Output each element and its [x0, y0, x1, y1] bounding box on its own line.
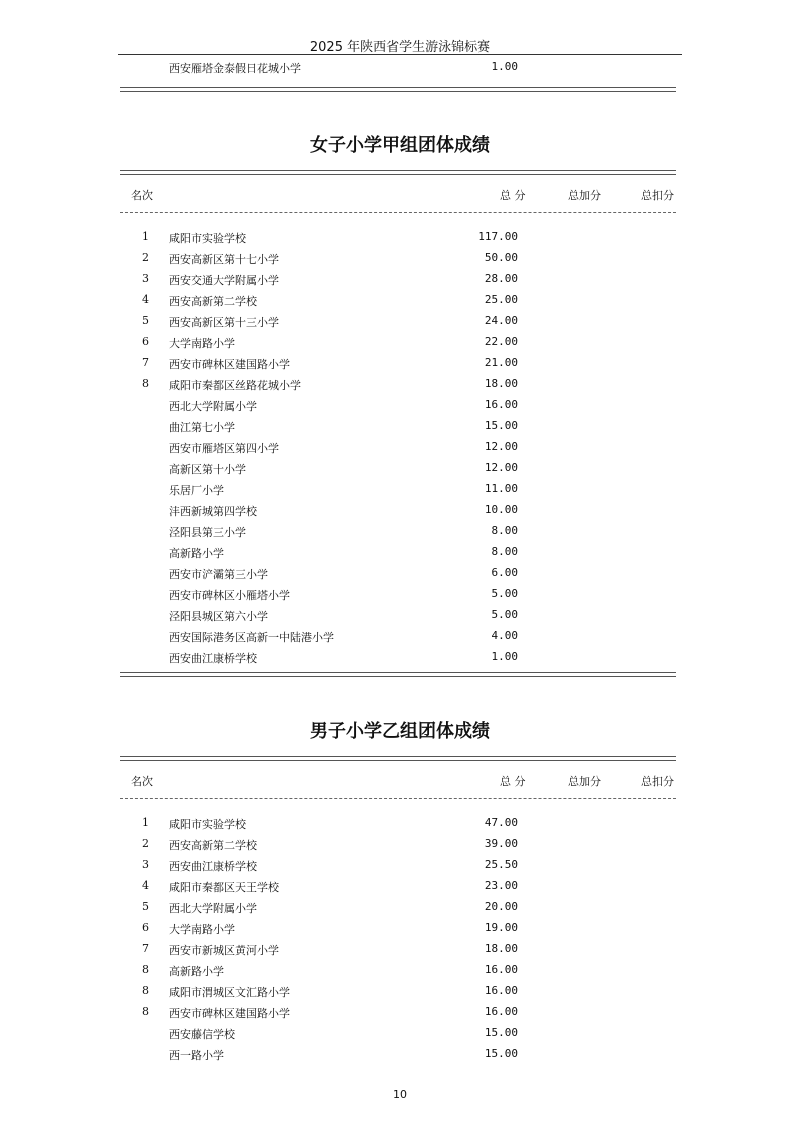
section-title: 女子小学甲组团体成绩	[310, 135, 490, 156]
table-row	[0, 524, 800, 545]
total-score: 39.00	[484, 837, 518, 850]
school-name: 高新路小学	[169, 547, 224, 560]
column-header-deduct: 总扣分	[641, 189, 674, 202]
total-score: 21.00	[484, 356, 518, 369]
total-score: 20.00	[484, 900, 518, 913]
total-score: 8.00	[491, 524, 518, 537]
school-name: 西安交通大学附属小学	[169, 274, 279, 287]
total-score: 1.00	[491, 650, 518, 663]
school-name: 咸阳市秦都区天王学校	[169, 881, 279, 894]
rank-cell: 8	[142, 963, 149, 976]
rank-cell: 5	[142, 900, 149, 913]
school-name: 西安市碑林区小雁塔小学	[169, 589, 290, 602]
table-row	[0, 566, 800, 587]
page-header-title: 2025 年陕西省学生游泳锦标赛	[309, 40, 491, 55]
school-name: 大学南路小学	[169, 923, 235, 936]
total-score: 117.00	[478, 230, 518, 243]
school-name: 西安曲江康桥学校	[169, 860, 257, 873]
column-header-bonus: 总加分	[568, 775, 601, 788]
total-score: 10.00	[484, 503, 518, 516]
school-name: 咸阳市实验学校	[169, 818, 246, 831]
rank-cell: 7	[142, 356, 149, 369]
table-row	[0, 1026, 800, 1047]
table-row	[0, 900, 800, 921]
dashed-rule	[120, 798, 676, 799]
total-score: 23.00	[484, 879, 518, 892]
school-name: 曲江第七小学	[169, 421, 235, 434]
school-name: 西安高新第二学校	[169, 295, 257, 308]
carryover-row	[0, 60, 800, 81]
table-row	[0, 1047, 800, 1068]
column-header-bonus: 总加分	[568, 189, 601, 202]
school-name: 西北大学附属小学	[169, 400, 257, 413]
column-header-total: 总 分	[500, 189, 526, 202]
school-name: 沣西新城第四学校	[169, 505, 257, 518]
school-name: 高新区第十小学	[169, 463, 246, 476]
table-row	[0, 629, 800, 650]
table-row	[0, 419, 800, 440]
total-score: 4.00	[491, 629, 518, 642]
total-score: 16.00	[484, 963, 518, 976]
table-row	[0, 314, 800, 335]
total-score: 15.00	[484, 1026, 518, 1039]
rank-cell: 8	[142, 1005, 149, 1018]
double-rule	[120, 756, 676, 761]
total-score: 25.00	[484, 293, 518, 306]
table-row	[0, 837, 800, 858]
table-row	[0, 608, 800, 629]
table-row	[0, 984, 800, 1005]
school-name: 咸阳市实验学校	[169, 232, 246, 245]
column-header-rank: 名次	[131, 189, 153, 202]
school-name: 泾阳县第三小学	[169, 526, 246, 539]
page-number: 10	[393, 1088, 407, 1101]
total-score: 16.00	[484, 398, 518, 411]
school-name: 西安国际港务区高新一中陆港小学	[169, 631, 334, 644]
table-row	[0, 251, 800, 272]
table-row	[0, 816, 800, 837]
total-score: 6.00	[491, 566, 518, 579]
rank-cell: 1	[142, 230, 149, 243]
school-name: 西北大学附属小学	[169, 902, 257, 915]
double-rule	[120, 170, 676, 175]
table-row	[0, 440, 800, 461]
table-row	[0, 356, 800, 377]
rank-cell: 7	[142, 942, 149, 955]
total-score: 16.00	[484, 984, 518, 997]
total-score: 15.00	[484, 419, 518, 432]
table-row	[0, 1005, 800, 1026]
table-row	[0, 858, 800, 879]
total-score: 1.00	[491, 60, 518, 73]
column-header-rank: 名次	[131, 775, 153, 788]
total-score: 12.00	[484, 440, 518, 453]
header-rule	[118, 54, 682, 55]
school-name: 西安市碑林区建国路小学	[169, 1007, 290, 1020]
rank-cell: 1	[142, 816, 149, 829]
total-score: 24.00	[484, 314, 518, 327]
rank-cell: 4	[142, 293, 149, 306]
total-score: 25.50	[484, 858, 518, 871]
school-name: 高新路小学	[169, 965, 224, 978]
total-score: 47.00	[484, 816, 518, 829]
total-score: 18.00	[484, 377, 518, 390]
rank-cell: 8	[142, 984, 149, 997]
table-row	[0, 879, 800, 900]
rank-cell: 3	[142, 272, 149, 285]
school-name: 西安市新城区黄河小学	[169, 944, 279, 957]
table-row	[0, 230, 800, 251]
school-name: 泾阳县城区第六小学	[169, 610, 268, 623]
school-name: 咸阳市渭城区文汇路小学	[169, 986, 290, 999]
table-row	[0, 963, 800, 984]
school-name: 西安高新区第十七小学	[169, 253, 279, 266]
school-name: 西安市雁塔区第四小学	[169, 442, 279, 455]
rank-cell: 6	[142, 335, 149, 348]
total-score: 22.00	[484, 335, 518, 348]
total-score: 5.00	[491, 608, 518, 621]
rank-cell: 4	[142, 879, 149, 892]
table-row	[0, 461, 800, 482]
column-header-deduct: 总扣分	[641, 775, 674, 788]
dashed-rule	[120, 212, 676, 213]
school-name: 西一路小学	[169, 1049, 224, 1062]
school-name: 西安市碑林区建国路小学	[169, 358, 290, 371]
total-score: 11.00	[484, 482, 518, 495]
total-score: 19.00	[484, 921, 518, 934]
table-row	[0, 942, 800, 963]
rank-cell: 6	[142, 921, 149, 934]
total-score: 28.00	[484, 272, 518, 285]
total-score: 18.00	[484, 942, 518, 955]
table-row	[0, 377, 800, 398]
table-row	[0, 587, 800, 608]
rank-cell: 2	[142, 837, 149, 850]
rank-cell: 8	[142, 377, 149, 390]
section-title: 男子小学乙组团体成绩	[310, 721, 490, 742]
school-name: 西安曲江康桥学校	[169, 652, 257, 665]
school-name: 咸阳市秦都区丝路花城小学	[169, 379, 301, 392]
school-name: 西安藤信学校	[169, 1028, 235, 1041]
total-score: 12.00	[484, 461, 518, 474]
school-name: 西安雁塔金泰假日花城小学	[169, 62, 301, 75]
rank-cell: 5	[142, 314, 149, 327]
double-rule	[120, 87, 676, 92]
table-row	[0, 545, 800, 566]
table-row	[0, 272, 800, 293]
table-row	[0, 482, 800, 503]
school-name: 西安高新区第十三小学	[169, 316, 279, 329]
total-score: 50.00	[484, 251, 518, 264]
table-row	[0, 503, 800, 524]
total-score: 16.00	[484, 1005, 518, 1018]
table-row	[0, 398, 800, 419]
school-name: 大学南路小学	[169, 337, 235, 350]
double-rule	[120, 672, 676, 677]
table-row	[0, 921, 800, 942]
rank-cell: 2	[142, 251, 149, 264]
total-score: 8.00	[491, 545, 518, 558]
table-row	[0, 650, 800, 671]
table-row	[0, 293, 800, 314]
school-name: 西安市浐灞第三小学	[169, 568, 268, 581]
table-row	[0, 335, 800, 356]
total-score: 15.00	[484, 1047, 518, 1060]
school-name: 乐居厂小学	[169, 484, 224, 497]
rank-cell: 3	[142, 858, 149, 871]
school-name: 西安高新第二学校	[169, 839, 257, 852]
total-score: 5.00	[491, 587, 518, 600]
column-header-total: 总 分	[500, 775, 526, 788]
